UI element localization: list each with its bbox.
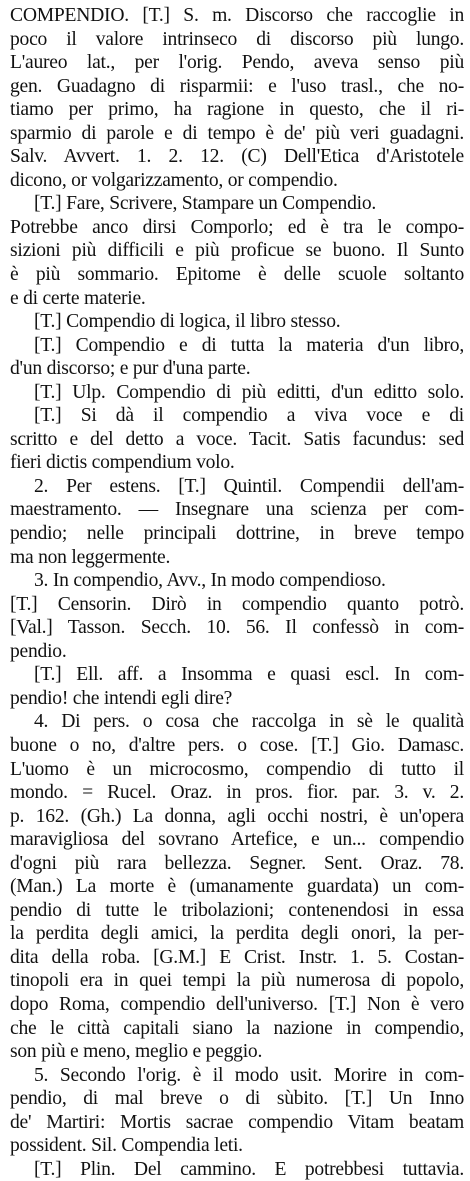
text-line: pendio di tutte le tribolazioni; contenendosi in essa [10,899,464,921]
text-line: fieri dictis compendium volo. [10,452,235,474]
text-line: che le città capitali siano la nazione in compendio, [10,1017,464,1039]
text-line: sparmio di parole e di tempo è de' più veri guadagni. [10,122,464,144]
text-line: [Val.] Tasson. Secch. 10. 56. Il confessò in com- [10,617,464,639]
text-line: 2. Per estens. [T.] Quintil. Compendii dell'am- [34,475,464,497]
text-line: ma non leggermente. [10,546,171,568]
text-line: possident. Sil. Compendia leti. [10,1135,243,1157]
text-line: dita della roba. [G.M.] E Crist. Instr. 1. 5. Costan- [10,946,464,968]
text-line: scritto e del detto a voce. Tacit. Satis facundus: sed [10,428,464,450]
text-line: L'aureo lat., per l'orig. Pendo, aveva senso più [10,52,464,74]
text-line: [T.] Censorin. Dirò in compendio quanto potrò. [10,593,464,615]
text-line: 4. Di pers. o cosa che raccolga in sè le qualità [34,711,464,733]
text-line: (Man.) La morte è (umanamente guardata) un com- [10,876,464,898]
text-line: maestramento. — Insegnare una scienza per com- [10,499,464,521]
text-line: [T.] Si dà il compendio a viva voce e di [34,405,464,427]
text-line: maravigliosa del sovrano Artefice, e un... compendio [10,829,464,851]
text-line: tinopoli era in quei tempi la più numerosa di popolo, [10,970,464,992]
text-line: [T.] Compendio di logica, il libro stesso. [34,311,341,333]
text-line: son più e meno, meglio e peggio. [10,1041,263,1063]
text-line: p. 162. (Gh.) La donna, agli occhi nostri, è un'opera [10,805,464,827]
text-line: sizioni più difficili e più proficue se buono. Il Sunto [10,240,464,262]
text-line: d'un discorso; e pur d'una parte. [10,358,251,380]
text-line: pendio! che intendi egli dire? [10,687,233,709]
text-line: 3. In compendio, Avv., In modo compendioso. [34,570,386,592]
text-line: buone o no, d'altre pers. o cose. [T.] Gio. Damasc. [10,734,464,756]
text-line: dicono, or volgarizzamento, or compendio. [10,169,338,191]
text-line: dopo Roma, compendio dell'universo. [T.] Non è vero [10,993,464,1015]
text-line: 5. Secondo l'orig. è il modo usit. Morire in com- [34,1064,464,1086]
text-line: COMPENDIO. [T.] S. m. Discorso che raccoglie in [10,5,464,26]
text-line: è più sommario. Epitome è delle scuole soltanto [10,264,464,286]
text-line: [T.] Ell. aff. a Insomma e quasi escl. In com- [34,664,464,686]
text-line: pendio; nelle principali dottrine, in breve tempo [10,523,464,545]
text-line: [T.] Ulp. Compendio di più editti, d'un editto solo. [34,381,464,403]
text-line: poco il valore intrinseco di discorso più lungo. [10,28,464,50]
text-line: [T.] Plin. Del cammino. E potrebbesi tuttavia. [34,1158,464,1180]
text-line: pendio, di mal breve o di sùbito. [T.] Un Inno [10,1088,464,1110]
text-line: tiamo per primo, ha ragione in questo, che il ri- [10,99,464,121]
text-line: pendio. [10,640,67,662]
text-line: d'ogni più rara bellezza. Segner. Sent. Oraz. 78. [10,852,464,874]
text-line: [T.] Fare, Scrivere, Stampare un Compendio. [34,193,377,215]
text-line: L'uomo è un microcosmo, compendio di tutto il [10,758,464,780]
text-line: la perdita degli amici, la perdita degli onori, la per- [10,923,464,945]
text-line: gen. Guadagno di risparmii: e l'uso trasl., che no- [10,75,464,97]
text-line: Potrebbe anco dirsi Comporlo; ed è tra le compo- [10,216,464,238]
text-line: de' Martiri: Mortis sacrae compendio Vitam beatam [10,1111,464,1133]
text-line: Salv. Avvert. 1. 2. 12. (C) Dell'Etica d'Aristotele [10,146,464,168]
text-line: mondo. = Rucel. Oraz. in pros. fior. par. 3. v. 2. [10,782,464,804]
text-line: [T.] Compendio e di tutta la materia d'un libro, [34,334,464,356]
text-line: e di certe materie. [10,287,146,309]
